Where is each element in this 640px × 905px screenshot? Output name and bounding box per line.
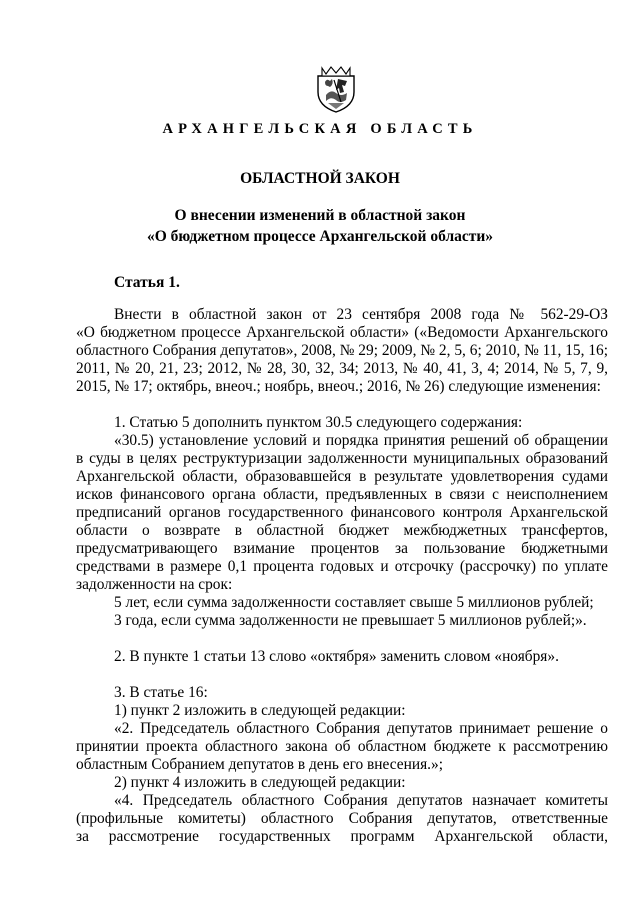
- text-line: предусматривающего взимание процентов за пользование бюджетными: [76, 540, 608, 557]
- law-title-line-1: О внесении изменений в областной закон: [174, 207, 466, 224]
- law-title-line-2: «О бюджетном процессе Архангельской области»: [146, 228, 494, 245]
- text-line: принятии проекта областного закона об областном бюджете к рассмотрению: [76, 738, 608, 755]
- region-name: АРХАНГЕЛЬСКАЯ ОБЛАСТЬ: [162, 121, 478, 137]
- text-line: предписаний органов государственного финансового контроля Архангельской: [76, 504, 608, 521]
- text-line: средствами в размере 0,1 процента годовых и отсрочку (рассрочку) по уплате: [76, 558, 608, 575]
- text-line: в суды в целях реструктуризации задолженности муниципальных образований: [76, 450, 608, 467]
- text-line: задолженности на срок:: [76, 576, 233, 593]
- text-line: «4. Председатель областного Собрания депутатов назначает комитеты: [114, 792, 608, 809]
- article-body: [76, 306, 608, 846]
- arkhangelsk-oblast-coat-of-arms-icon: [314, 62, 358, 114]
- text-line: областным Собранием депутатов в день его внесения.»;: [76, 756, 443, 773]
- text-line: 2. В пункте 1 статьи 13 слово «октября» заменить словом «ноября».: [114, 648, 559, 665]
- text-line: 2011, № 20, 21, 23; 2012, № 28, 30, 32, 34; 2013, № 40, 41, 3, 4; 2014, № 5, 7, 9,: [76, 360, 608, 377]
- text-line: исков финансового органа области, предъявленных в связи с неисполнением: [76, 486, 608, 503]
- text-line: 3. В статье 16:: [114, 684, 208, 701]
- text-line: 2015, № 17; октябрь, внеоч.; ноябрь, внеоч.; 2016, № 26) следующие изменения:: [76, 378, 601, 395]
- text-line: Внести в областной закон от 23 сентября 2008 года № 562-29-ОЗ: [114, 306, 608, 323]
- text-line: «О бюджетном процессе Архангельской области» («Ведомости Архангельского: [76, 324, 608, 341]
- text-line: 2) пункт 4 изложить в следующей редакции:: [114, 774, 406, 791]
- article-heading: Статья 1.: [114, 274, 180, 291]
- text-line: 3 года, если сумма задолженности не превышает 5 миллионов рублей;».: [114, 612, 587, 629]
- text-line: (профильные комитеты) областного Собрания депутатов, ответственные: [76, 810, 608, 827]
- blank-line: [76, 396, 608, 414]
- text-line: «30.5) установление условий и порядка принятия решений об обращении: [114, 432, 608, 449]
- law-title: [0, 205, 640, 247]
- text-line: области о возврате в областной бюджет межбюджетных трансфертов,: [76, 522, 608, 539]
- text-line: за рассмотрение государственных программ Архангельской области,: [76, 828, 608, 845]
- blank-line: [76, 630, 608, 648]
- text-line: 1) пункт 2 изложить в следующей редакции:: [114, 702, 406, 719]
- text-line: 5 лет, если сумма задолженности составляет свыше 5 миллионов рублей;: [114, 594, 594, 611]
- text-line: 1. Статью 5 дополнить пунктом 30.5 следующего содержания:: [114, 414, 523, 431]
- document-type: ОБЛАСТНОЙ ЗАКОН: [240, 170, 400, 187]
- blank-line: [76, 666, 608, 684]
- text-line: Архангельской области, образовавшейся в результате удовлетворения судами: [76, 468, 608, 485]
- text-line: «2. Председатель областного Собрания депутатов принимает решение о: [114, 720, 608, 737]
- text-line: областного Собрания депутатов», 2008, № 29; 2009, № 2, 5, 6; 2010, № 11, 15, 16;: [76, 342, 608, 359]
